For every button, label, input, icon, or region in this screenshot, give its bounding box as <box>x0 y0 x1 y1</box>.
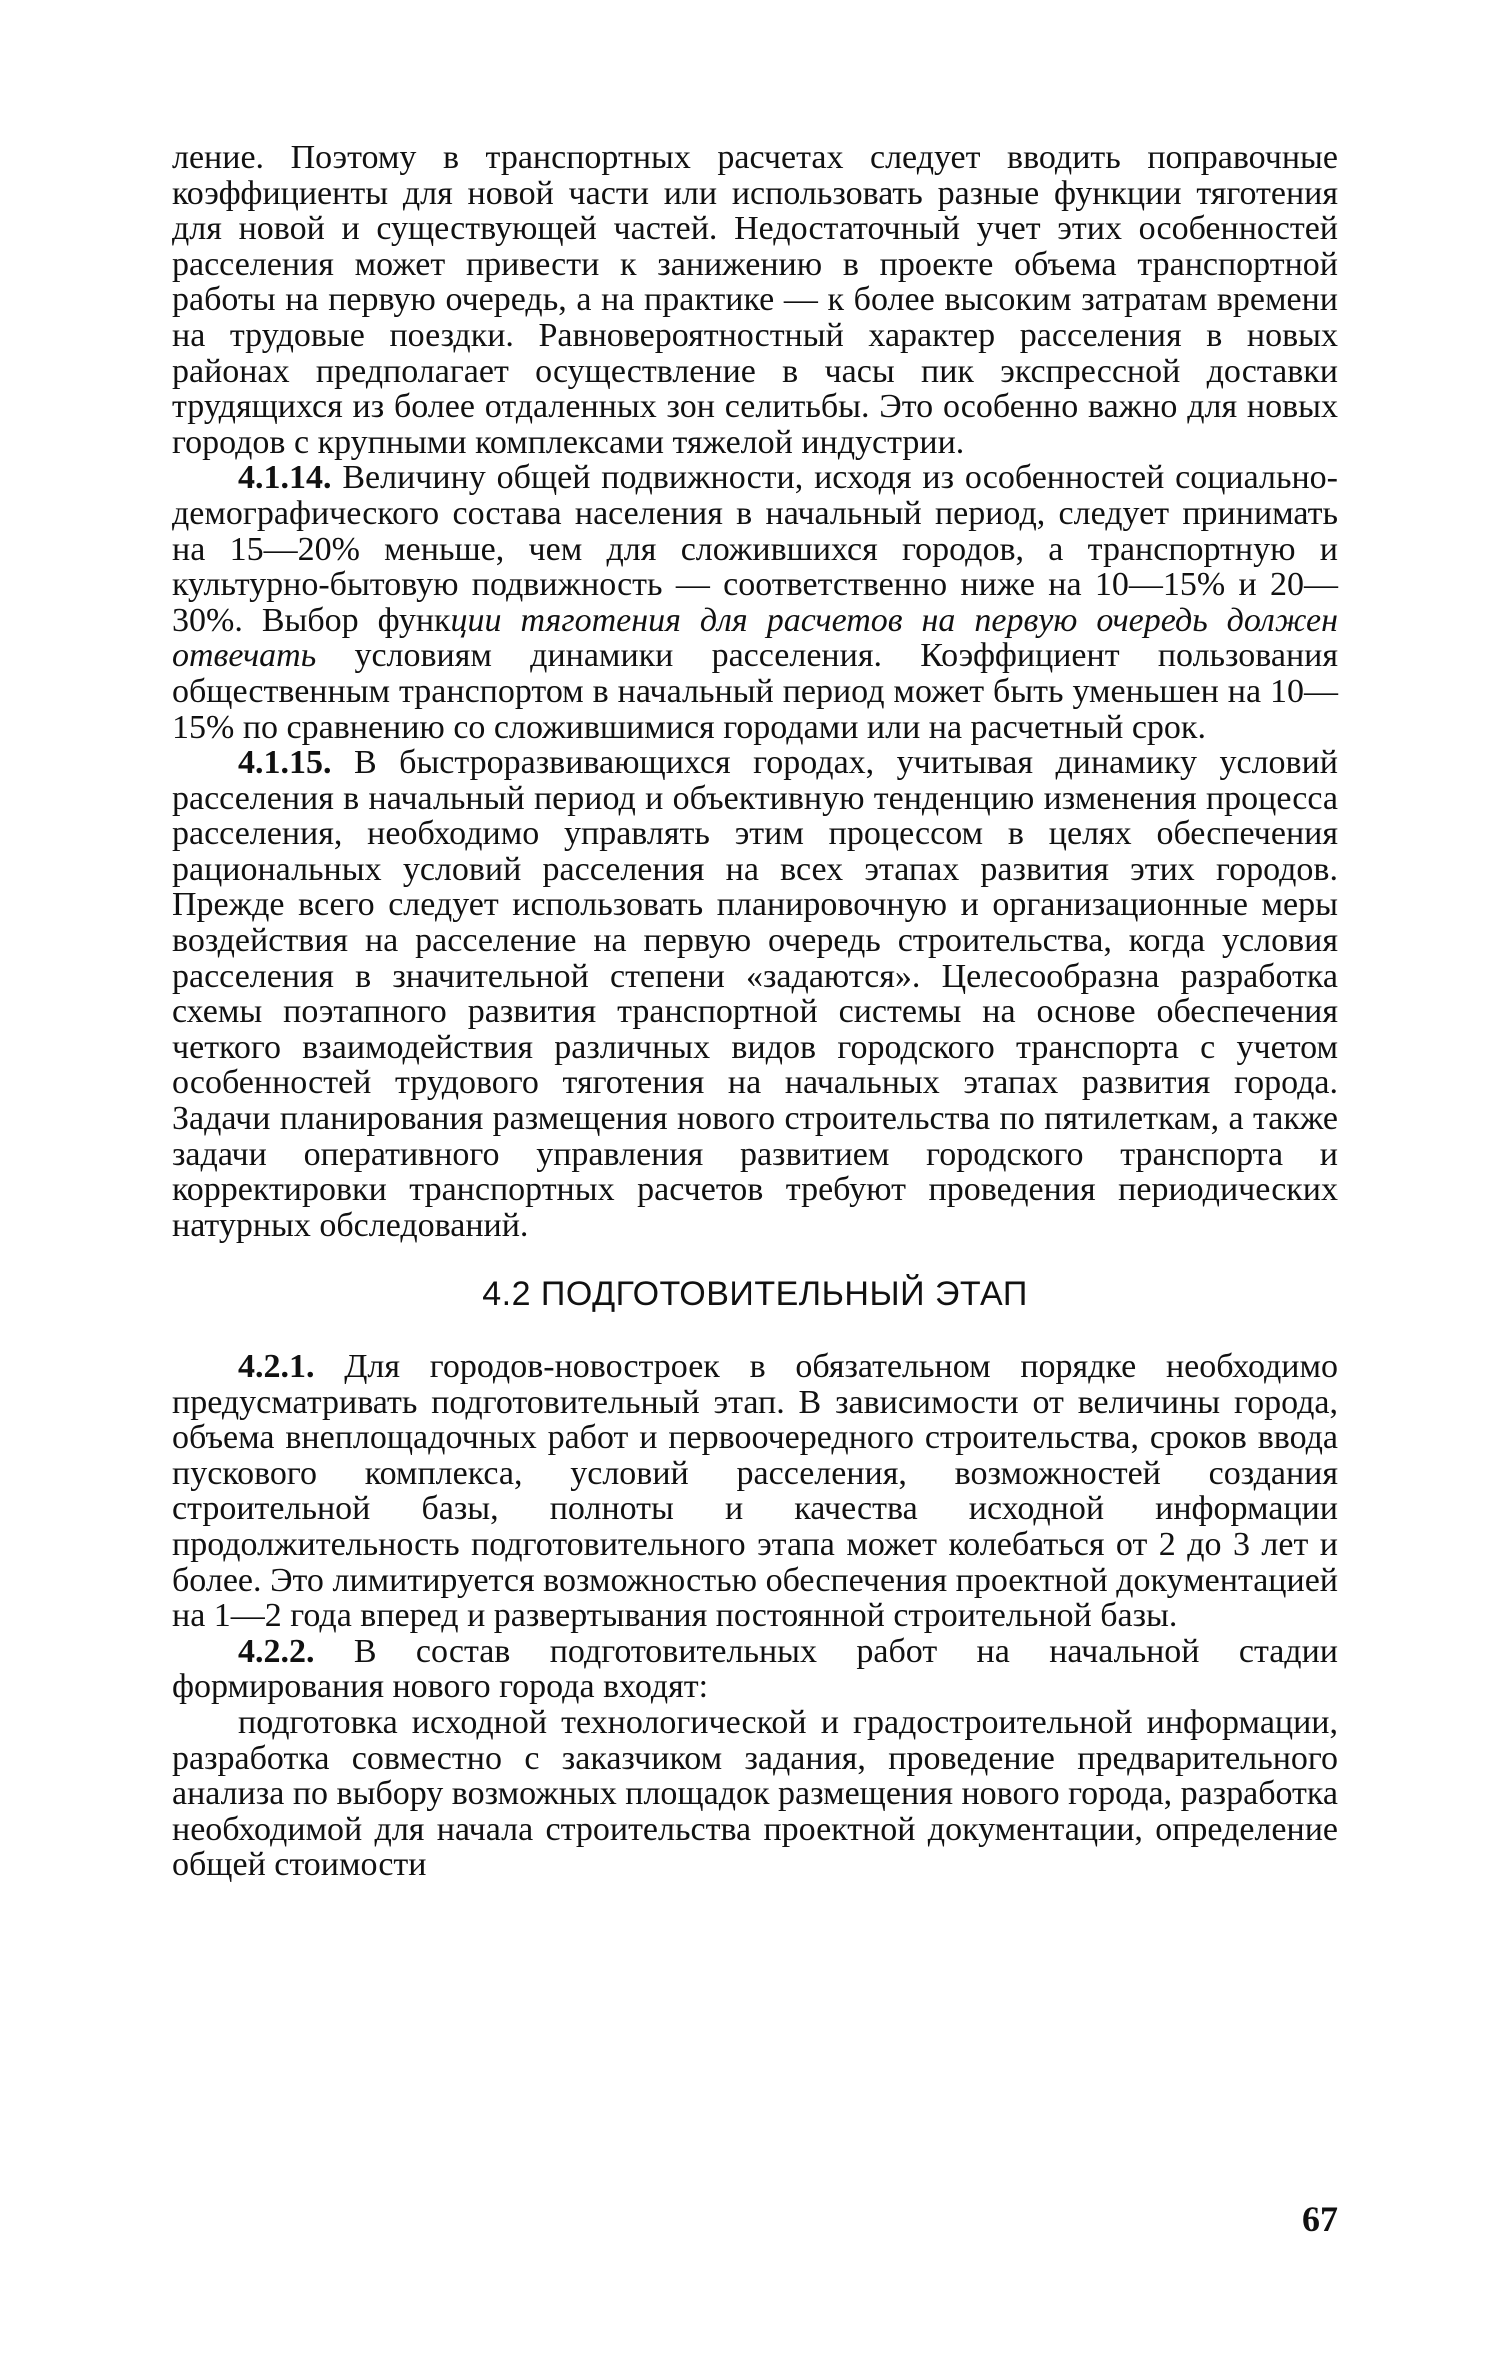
section-number: 4.1.15. <box>238 744 332 782</box>
section-heading: 4.2 ПОДГОТОВИТЕЛЬНЫЙ ЭТАП <box>482 1275 1028 1314</box>
paragraph-continuation: ление. Поэтому в транспортных расчетах следует вводить поправочные коэффициенты для новой части или использовать разные функции тяготения для новой и существующей частей. Недостаточный учет этих особенностей расселения может привести к занижению в проекте объема транспортной работы на первую очередь, а на практике — к более высоким затратам времени на трудовые поездки. Равновероятностный характер расселения в новых районах предполагает осуществление в часы пик экспрессной доставки трудящихся из более отдаленных зон селитьбы. Это особенно важно для новых городов с крупными комплексами тяжелой индустрии. <box>172 139 1338 461</box>
section-number: 4.2.1. <box>238 1348 315 1385</box>
section-number: 4.1.14. <box>238 459 332 497</box>
paragraph-text: Для городов-новостроек в обязательном порядке необходимо предусматривать подготовительный этап. В зависимости от величины города, объема внеплощадочных работ и первоочередного строительства, сроков ввода пускового комплекса, условий расселения, возможностей создания строительной базы, полноты и качества исходной информации продолжительность подготовительного этапа может колебаться от 2 до 3 лет и более. Это лимитируется возможностью обеспечения проектной документацией на 1—2 года вперед и развертывания постоянной строительной базы. <box>172 1348 1338 1635</box>
document-page <box>172 140 1338 1883</box>
page-number: 67 <box>1302 2199 1338 2239</box>
paragraph-list-item: подготовка исходной технологической и градостроительной информации, разработка совместно с заказчиком задания, проведение предварительного анализа по выбору возможных площадок размещения нового города, разработка необходимой для начала строительства проектной документации, определение общей стоимости <box>172 1703 1339 1884</box>
section-number: 4.2.2. <box>238 1632 315 1670</box>
paragraph-text: условиям динамики расселения. Коэффициент пользования общественным транспортом в начальный период может быть уменьшен на 10—15% по сравнению со сложившимися городами или на расчетный срок. <box>172 637 1338 746</box>
paragraph-4-1-15 <box>172 745 1338 1243</box>
paragraph-4-1-14 <box>172 460 1338 745</box>
paragraph-text: В состав подготовительных работ на начальной стадии формирования нового города входят: <box>172 1632 1338 1706</box>
paragraph-4-2-1 <box>172 1349 1338 1634</box>
paragraph-text: Величину общей подвижности, исходя из особенностей социально-демографического состава населения в начальный период, следует принимать на 15—20% меньше, чем для сложившихся городов, а транспортную и культурно-бытовую подвижность — соответственно ниже на 10—15% и 20—30%. Выбор функ <box>172 459 1338 639</box>
paragraph-text: В быстроразвивающихся городах, учитывая динамику условий расселения в начальный период и объективную тенденцию изменения процесса расселения, необходимо управлять этим процессом в целях обеспечения рациональных условий расселения на всех этапах развития этих городов. Прежде всего следует использовать планировочную и организационные меры воздействия на расселение на первую очередь строительства, когда условия расселения в значительной степени «задаются». Целесообразна разработка схемы поэтапного развития транспортной системы на основе обеспечения четкого взаимодействия различных видов городского транспорта с учетом особенностей трудового тяготения на начальных этапах развития города. Задачи планирования размещения нового строительства по пятилеткам, а также задачи оперативного управления развитием городского транспорта и корректировки транспортных расчетов требуют проведения периодических натурных обследований. <box>172 744 1338 1244</box>
paragraph-text-italic: ции тяготения для расчетов на первую очередь должен отвечать <box>172 601 1338 675</box>
paragraph-4-2-2 <box>172 1634 1338 1705</box>
